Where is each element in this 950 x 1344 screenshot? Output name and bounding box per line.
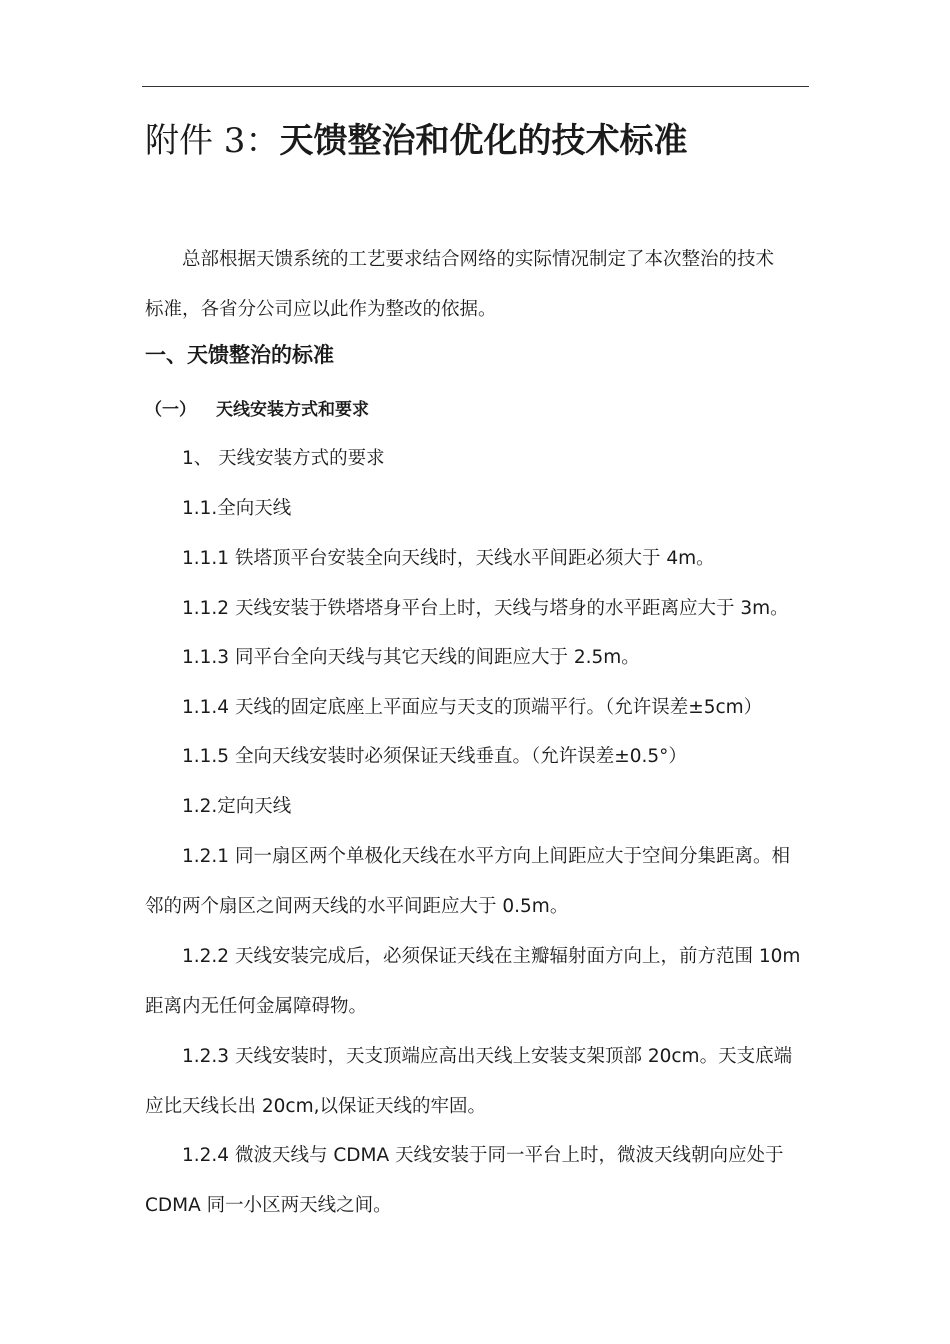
omni-rule-2: 1.1.2 天线安装于铁塔塔身平台上时，天线与塔身的水平距离应大于 3m。 — [182, 598, 789, 619]
omni-heading: 1.1.全向天线 — [182, 498, 292, 519]
title-main: 天馈整治和优化的技术标准 — [279, 121, 688, 161]
header-rule — [142, 86, 809, 87]
directional-rule-1-line-1: 1.2.1 同一扇区两个单极化天线在水平方向上间距应大于空间分集距离。相 — [182, 846, 790, 867]
directional-rule-3-line-2: 应比天线长出 20cm,以保证天线的牢固。 — [145, 1096, 486, 1117]
item-heading: 1、 天线安装方式的要求 — [182, 448, 385, 469]
directional-heading: 1.2.定向天线 — [182, 796, 292, 817]
document-title — [145, 116, 805, 166]
intro-line-2: 标准，各省分公司应以此作为整改的依据。 — [145, 299, 497, 320]
subsection-number: （一） — [145, 400, 196, 420]
omni-rule-5: 1.1.5 全向天线安装时必须保证天线垂直。（允许误差±0.5°） — [182, 746, 687, 767]
section-heading: 一、天馈整治的标准 — [145, 343, 334, 367]
intro-line-1: 总部根据天馈系统的工艺要求结合网络的实际情况制定了本次整治的技术 — [182, 249, 775, 270]
directional-rule-4-line-1: 1.2.4 微波天线与 CDMA 天线安装于同一平台上时，微波天线朝向应处于 — [182, 1145, 784, 1166]
omni-rule-4: 1.1.4 天线的固定底座上平面应与天支的顶端平行。（允许误差±5cm） — [182, 697, 763, 718]
title-prefix: 附件 3： — [145, 121, 280, 161]
directional-rule-3-line-1: 1.2.3 天线安装时，天支顶端应高出天线上安装支架顶部 20cm。天支底端 — [182, 1046, 793, 1067]
directional-rule-1-line-2: 邻的两个扇区之间两天线的水平间距应大于 0.5m。 — [145, 896, 569, 917]
directional-rule-2-line-1: 1.2.2 天线安装完成后，必须保证天线在主瓣辐射面方向上，前方范围 10m — [182, 946, 801, 967]
omni-rule-3: 1.1.3 同平台全向天线与其它天线的间距应大于 2.5m。 — [182, 647, 640, 668]
subsection-title: 天线安装方式和要求 — [216, 400, 369, 420]
subsection-heading — [145, 395, 369, 425]
directional-rule-4-line-2: CDMA 同一小区两天线之间。 — [145, 1195, 392, 1216]
directional-rule-2-line-2: 距离内无任何金属障碍物。 — [145, 996, 368, 1017]
omni-rule-1: 1.1.1 铁塔顶平台安装全向天线时，天线水平间距必须大于 4m。 — [182, 548, 715, 569]
